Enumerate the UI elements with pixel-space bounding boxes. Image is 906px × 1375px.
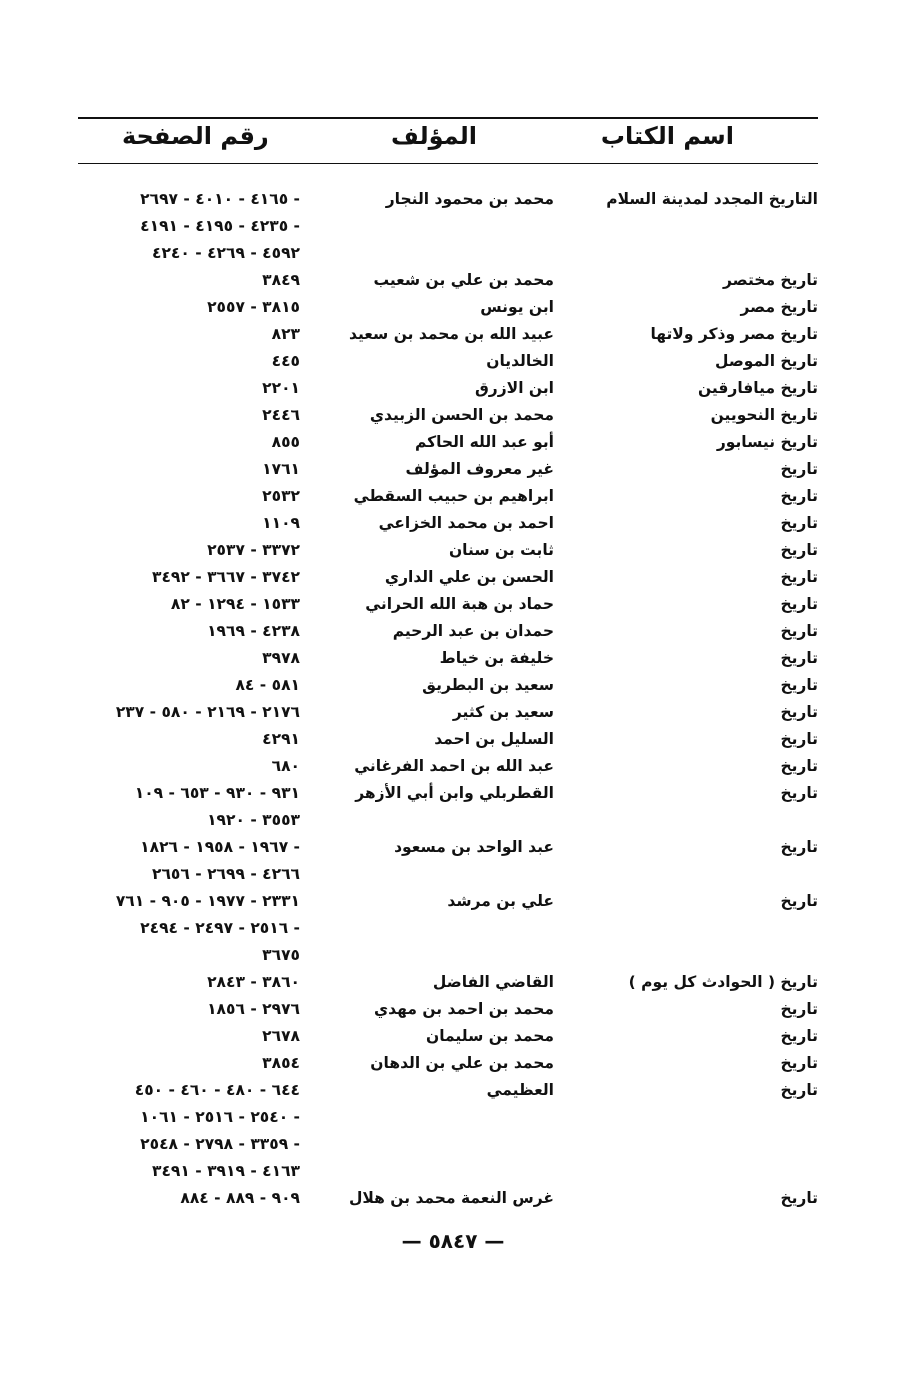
page-numbers-cell: ٨٢٣ <box>271 325 300 343</box>
table-row <box>0 456 906 482</box>
table-row <box>0 699 906 725</box>
author-cell: القطربلي وابن أبي الأزهر <box>355 784 554 802</box>
table-row <box>0 564 906 590</box>
table-row <box>0 510 906 536</box>
page-numbers-cell: - ٣٣٥٩ - ٢٧٩٨ - ٢٥٤٨ <box>140 1135 300 1153</box>
book-title-cell: تاريخ <box>780 784 818 802</box>
page-numbers-cell: - ٤١٦٥ - ٤٠١٠ - ٢٦٩٧ <box>140 190 300 208</box>
table-row <box>0 888 906 914</box>
book-title-cell: تاريخ الموصل <box>714 352 818 370</box>
table-row <box>0 537 906 563</box>
book-title-cell: تاريخ <box>780 838 818 856</box>
table-row <box>0 591 906 617</box>
author-cell: احمد بن محمد الخزاعي <box>378 514 554 532</box>
table-row <box>0 915 906 941</box>
page-numbers-cell: ٣٥٥٣ - ١٩٢٠ <box>207 811 300 829</box>
book-title-cell: تاريخ <box>780 757 818 775</box>
page-number: — ٥٨٤٧ — <box>401 1229 505 1253</box>
page-numbers-cell: - ١٩٦٧ - ١٩٥٨ - ١٨٢٦ <box>140 838 300 856</box>
table-row <box>0 1023 906 1049</box>
book-title-cell: تاريخ <box>780 676 818 694</box>
book-title-cell: تاريخ <box>780 1000 818 1018</box>
author-cell: ابن يونس <box>480 298 554 316</box>
author-cell: محمد بن محمود النجار <box>385 190 554 208</box>
table-row <box>0 402 906 428</box>
author-cell: حمدان بن عبد الرحيم <box>392 622 554 640</box>
page-numbers-cell: ١١٠٩ <box>262 514 300 532</box>
page-numbers-cell: ٣٨٦٠ - ٢٨٤٣ <box>207 973 300 991</box>
author-cell: عبد الله بن احمد الفرغاني <box>354 757 554 775</box>
page-numbers-cell: ٢٢٠١ <box>262 379 300 397</box>
author-cell: السليل بن احمد <box>434 730 554 748</box>
table-row <box>0 618 906 644</box>
table-row <box>0 807 906 833</box>
author-cell: الخالديان <box>486 352 554 370</box>
header-page-number: رقم الصفحة <box>122 122 269 150</box>
page-numbers-cell: ١٧٦١ <box>262 460 300 478</box>
page-numbers-cell: ٢٥٣٢ <box>262 487 300 505</box>
table-row <box>0 321 906 347</box>
book-title-cell: تاريخ مصر <box>740 298 818 316</box>
page-numbers-cell: ٤٢٣٨ - ١٩٦٩ <box>207 622 300 640</box>
page-numbers-cell: ٣٨٤٩ <box>262 271 300 289</box>
table-row <box>0 726 906 752</box>
book-title-cell: تاريخ <box>780 487 818 505</box>
header-author: المؤلف <box>391 122 477 150</box>
author-cell: ثابت بن سنان <box>448 541 554 559</box>
page-numbers-cell: ٣٣٧٢ - ٢٥٣٧ <box>207 541 300 559</box>
author-cell: محمد بن علي بن شعيب <box>373 271 554 289</box>
table-row <box>0 1050 906 1076</box>
table-row <box>0 834 906 860</box>
page-numbers-cell: ٩٣١ - ٩٣٠ - ٦٥٣ - ١٠٩ <box>134 784 300 802</box>
page-numbers-cell: ٣٧٤٢ - ٣٦٦٧ - ٣٤٩٢ <box>152 568 300 586</box>
author-cell: محمد بن سليمان <box>425 1027 554 1045</box>
author-cell: علي بن مرشد <box>447 892 554 910</box>
author-cell: غير معروف المؤلف <box>405 460 554 478</box>
book-title-cell: تاريخ <box>780 514 818 532</box>
author-cell: ابراهيم بن حبيب السقطي <box>353 487 554 505</box>
author-cell: القاضي الفاضل <box>432 973 554 991</box>
table-row <box>0 996 906 1022</box>
author-cell: عبد الواحد بن مسعود <box>394 838 554 856</box>
page-numbers-cell: - ٢٥١٦ - ٢٤٩٧ - ٢٤٩٤ <box>140 919 300 937</box>
author-cell: أبو عبد الله الحاكم <box>414 433 554 451</box>
book-title-cell: تاريخ <box>780 460 818 478</box>
author-cell: حماد بن هبة الله الحراني <box>365 595 554 613</box>
author-cell: محمد بن احمد بن مهدي <box>373 1000 554 1018</box>
table-row <box>0 753 906 779</box>
book-title-cell: تاريخ <box>780 1081 818 1099</box>
book-title-cell: تاريخ النحويين <box>710 406 818 424</box>
book-title-cell: تاريخ <box>780 541 818 559</box>
book-title-cell: تاريخ ( الحوادث كل يوم ) <box>628 973 818 991</box>
table-row <box>0 1104 906 1130</box>
page-numbers-cell: ٢٩٧٦ - ١٨٥٦ <box>207 1000 300 1018</box>
table-row <box>0 1131 906 1157</box>
page-numbers-cell: ٩٠٩ - ٨٨٩ - ٨٨٤ <box>180 1189 300 1207</box>
table-row <box>0 294 906 320</box>
page-numbers-cell: ٤٥٩٢ - ٤٢٦٩ - ٤٢٤٠ <box>152 244 300 262</box>
book-title-cell: التاريخ المجدد لمدينة السلام <box>606 190 818 208</box>
author-cell: سعيد بن البطريق <box>422 676 554 694</box>
table-row <box>0 861 906 887</box>
table-row <box>0 186 906 212</box>
author-cell: ابن الازرق <box>474 379 554 397</box>
table-row <box>0 240 906 266</box>
book-title-cell: تاريخ ميافارقين <box>697 379 818 397</box>
page-numbers-cell: ٣٩٧٨ <box>262 649 300 667</box>
author-cell: الحسن بن علي الداري <box>384 568 554 586</box>
page-numbers-cell: ٣٨١٥ - ٢٥٥٧ <box>207 298 300 316</box>
table-row <box>0 1185 906 1211</box>
book-title-cell: تاريخ <box>780 649 818 667</box>
page-numbers-cell: ١٥٣٣ - ١٢٩٤ - ٨٢ <box>170 595 300 613</box>
table-row <box>0 213 906 239</box>
book-title-cell: تاريخ <box>780 568 818 586</box>
table-row <box>0 672 906 698</box>
page-numbers-cell: ٤٢٦٦ - ٢٦٩٩ - ٢٦٥٦ <box>152 865 300 883</box>
page-numbers-cell: ٢٤٤٦ <box>262 406 300 424</box>
page-numbers-cell: ٤٤٥ <box>271 352 300 370</box>
table-row <box>0 645 906 671</box>
table-row <box>0 969 906 995</box>
header-book-title: اسم الكتاب <box>600 122 734 150</box>
page-numbers-cell: - ٤٢٣٥ - ٤١٩٥ - ٤١٩١ <box>140 217 300 235</box>
author-cell: غرس النعمة محمد بن هلال <box>348 1189 554 1207</box>
table-row <box>0 267 906 293</box>
book-title-cell: تاريخ <box>780 892 818 910</box>
table-row <box>0 483 906 509</box>
author-cell: سعيد بن كثير <box>452 703 554 721</box>
book-title-cell: تاريخ نيسابور <box>716 433 818 451</box>
table-row <box>0 429 906 455</box>
book-title-cell: تاريخ <box>780 622 818 640</box>
page-numbers-cell: ٢٣٣١ - ١٩٧٧ - ٩٠٥ - ٧٦١ <box>115 892 300 910</box>
book-title-cell: تاريخ <box>780 730 818 748</box>
page-numbers-cell: ٨٥٥ <box>271 433 300 451</box>
table-row <box>0 942 906 968</box>
page-numbers-cell: ٦٤٤ - ٤٨٠ - ٤٦٠ - ٤٥٠ <box>134 1081 300 1099</box>
page-numbers-cell: ٢١٧٦ - ٢١٦٩ - ٥٨٠ - ٢٣٧ <box>115 703 300 721</box>
page-numbers-cell: ٣٨٥٤ <box>262 1054 300 1072</box>
table-row <box>0 1158 906 1184</box>
page-numbers-cell: ٤١٦٣ - ٣٩١٩ - ٣٤٩١ <box>152 1162 300 1180</box>
author-cell: خليفة بن خياط <box>439 649 554 667</box>
author-cell: محمد بن علي بن الدهان <box>370 1054 554 1072</box>
book-title-cell: تاريخ مختصر <box>723 271 818 289</box>
page-numbers-cell: ٤٢٩١ <box>262 730 300 748</box>
book-title-cell: تاريخ <box>780 1054 818 1072</box>
page-numbers-cell: ٥٨١ - ٨٤ <box>235 676 300 694</box>
table-row <box>0 375 906 401</box>
book-title-cell: تاريخ <box>780 595 818 613</box>
author-cell: العظيمي <box>486 1081 554 1099</box>
table-row <box>0 1077 906 1103</box>
table-row <box>0 348 906 374</box>
page-numbers-cell: ٢٦٧٨ <box>262 1027 300 1045</box>
table-row <box>0 780 906 806</box>
page-numbers-cell: ٦٨٠ <box>271 757 300 775</box>
author-cell: عبيد الله بن محمد بن سعيد <box>349 325 554 343</box>
book-title-cell: تاريخ <box>780 1027 818 1045</box>
page-numbers-cell: - ٢٥٤٠ - ٢٥١٦ - ١٠٦١ <box>140 1108 300 1126</box>
page-numbers-cell: ٣٦٧٥ <box>262 946 300 964</box>
author-cell: محمد بن الحسن الزبيدي <box>369 406 554 424</box>
book-title-cell: تاريخ <box>780 1189 818 1207</box>
book-title-cell: تاريخ مصر وذكر ولاتها <box>650 325 818 343</box>
book-title-cell: تاريخ <box>780 703 818 721</box>
